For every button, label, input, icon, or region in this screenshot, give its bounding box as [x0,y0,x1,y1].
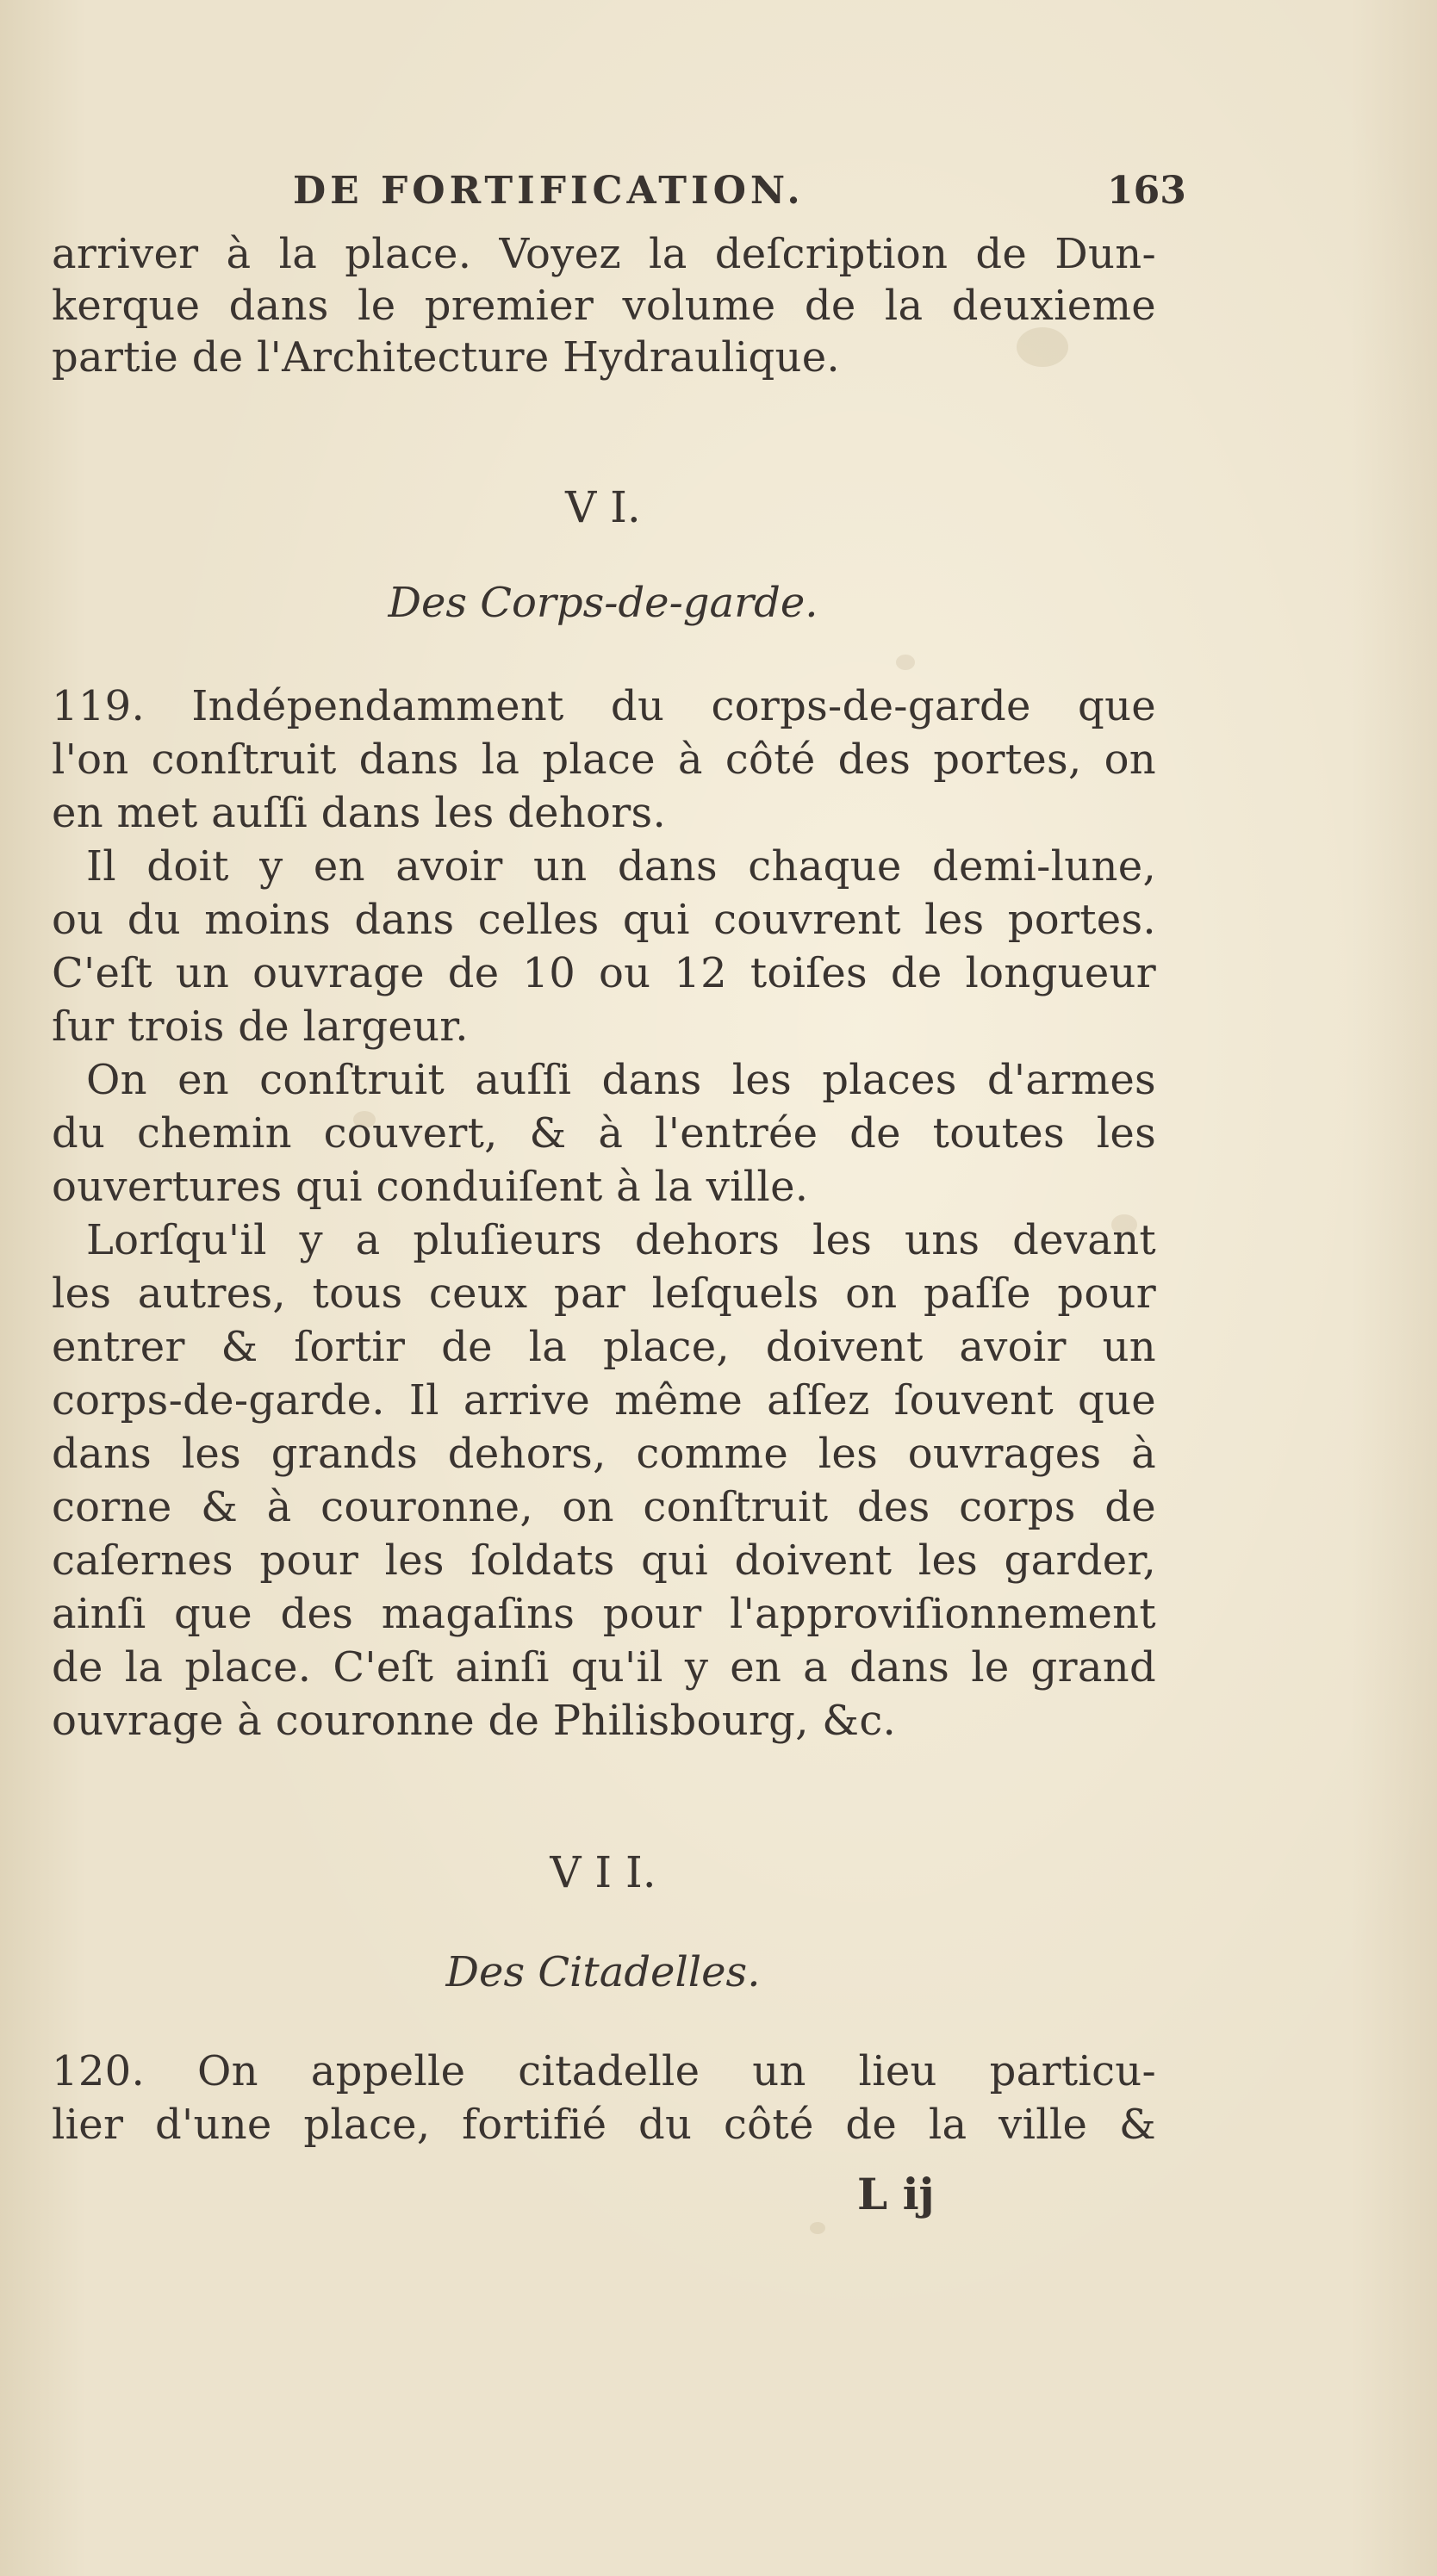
section-title: Des Corps-de-garde. [388,579,818,627]
text-line: C'eſt un ouvrage de 10 ou 12 toiſes de longueur [52,949,1156,997]
text-line: Lorſqu'il y a pluſieurs dehors les uns devant [86,1216,1156,1264]
text-line: du chemin couvert, & à l'entrée de toutes les [52,1109,1156,1158]
text-line: corps-de-garde. Il arrive même aſſez ſouvent que [52,1376,1156,1425]
text-line: 119. Indépendamment du corps-de-garde que [52,682,1156,730]
signature-mark: L ij [857,2169,935,2219]
section-title: Des Citadelles. [445,1948,761,1996]
text-line: ainſi que des magaſins pour l'approviſionnement [52,1590,1156,1638]
section-number: V I I. [550,1847,656,1897]
paper-stain [896,655,915,670]
paper-stain [810,2222,825,2234]
text-line: Il doit y en avoir un dans chaque demi-lune, [86,842,1156,891]
page-number: 163 [1107,169,1186,213]
text-line: corne & à couronne, on conſtruit des corps de [52,1483,1156,1531]
text-line: ouvertures qui conduiſent à la ville. [52,1163,809,1211]
text-line: entrer & ſortir de la place, doivent avoir un [52,1323,1156,1371]
text-line: en met auſſi dans les dehors. [52,789,666,837]
text-line: partie de l'Architecture Hydraulique. [52,333,840,382]
section-number: V I. [565,482,641,532]
text-line: On en conſtruit auſſi dans les places d'armes [86,1056,1156,1104]
text-line: arriver à la place. Voyez la deſcription de Dun- [52,230,1156,278]
text-line: kerque dans le premier volume de la deuxieme [52,282,1156,330]
text-line: les autres, tous ceux par leſquels on paſſe pour [52,1269,1156,1318]
text-line: ſur trois de largeur. [52,1002,469,1051]
text-line: ouvrage à couronne de Philisbourg, &c. [52,1697,897,1745]
text-line: caſernes pour les ſoldats qui doivent les garder, [52,1536,1156,1585]
running-head-title: DE FORTIFICATION. [293,169,805,213]
text-line: lier d'une place, fortifié du côté de la ville & [52,2101,1156,2149]
text-line: ou du moins dans celles qui couvrent les portes. [52,896,1156,944]
text-line: dans les grands dehors, comme les ouvrages à [52,1430,1156,1478]
text-line: l'on conſtruit dans la place à côté des portes, on [52,736,1156,784]
text-line: de la place. C'eſt ainſi qu'il y en a dans le grand [52,1643,1156,1691]
text-line: 120. On appelle citadelle un lieu particu- [52,2047,1156,2095]
